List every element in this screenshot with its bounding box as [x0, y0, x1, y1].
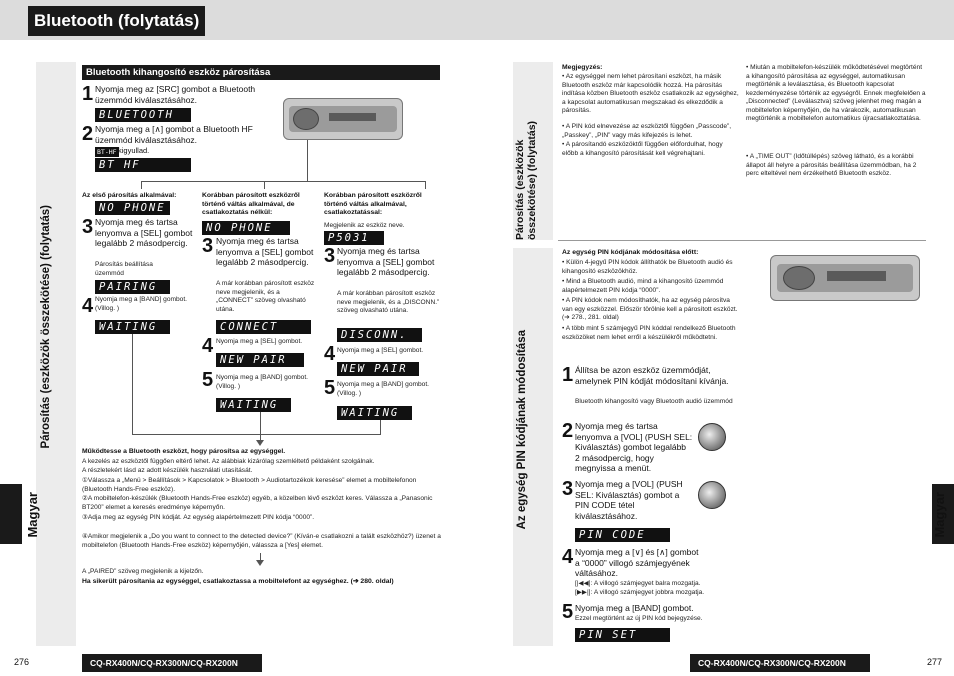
- right-tab-label: Magyar: [932, 492, 947, 538]
- col-1-step-3-text: Nyomja meg és tartsa lenyomva a [SEL] gombot legalább 2 másodpercig.: [95, 217, 193, 248]
- note-3: • A párosítandó eszközöktől függően előfordulhat, hogy előbb a kihangosító párosítását kell végrehajtani.: [562, 141, 723, 157]
- paired-note: A „PAIRED” szöveg megjelenik a kijelzőn.: [82, 568, 204, 575]
- pin-step-4-text: Nyomja meg a [∨] és [∧] gombot a “0000” villogó számjegyének váltásához.: [575, 547, 699, 578]
- section-heading: Bluetooth kihangosító eszköz párosítása: [82, 65, 440, 80]
- col-3-step-3-text: Nyomja meg és tartsa lenyomva a [SEL] gombot legalább 2 másodpercig.: [337, 246, 435, 277]
- col-1-heading: Az első párosítás alkalmával:: [82, 192, 177, 199]
- car-stereo-image: [283, 98, 403, 140]
- col-3-step-4-number: 4: [324, 343, 336, 365]
- left-page-number: 276: [14, 657, 30, 667]
- col-3-step-5-number: 5: [324, 377, 336, 399]
- bt-hf-badge: BT-HF: [97, 148, 117, 156]
- left-dark-tab: [0, 484, 22, 544]
- car-stereo-image: [770, 255, 920, 301]
- ops-paragraph-2: A részletekért lásd az adott készülék használati utasítását.: [82, 467, 253, 474]
- step-1-number: 1: [82, 83, 94, 105]
- ops-paragraph-1: A kezelés az eszköztől függően eltérő lehet. Az alábbiak kizárólag szemléltető példaként szolgálnak.: [82, 458, 375, 465]
- lcd-disconn: DISCONN.: [337, 328, 422, 342]
- col-2-step-5-number: 5: [202, 369, 214, 391]
- lcd-waiting-2: WAITING: [216, 398, 291, 412]
- pin-heading: Az egység PIN kódjának módosítása előtt:: [562, 249, 699, 256]
- lcd-waiting-3: WAITING: [337, 406, 412, 420]
- pin-step-4-note-2: [▶▶|]: A villogó számjegyet jobbra mozgatja.: [575, 589, 705, 596]
- right-side-title-bottom: Az egység PIN kódjának módosítása: [516, 330, 528, 530]
- success-text: Ha sikerült párosítania az egységgel, csatlakoztassa a mobiltelefont az egységhez. (➔ 280. oldal): [82, 578, 394, 585]
- arrow-down-icon: [256, 560, 264, 566]
- col-2-step-3-text: Nyomja meg és tartsa lenyomva a [SEL] gombot legalább 2 másodpercig.: [216, 236, 314, 267]
- lcd-waiting-1: WAITING: [95, 320, 170, 334]
- lcd-new-pair-1: NEW PAIR: [216, 353, 304, 367]
- connector-line: [260, 412, 261, 434]
- connector-line: [264, 181, 265, 189]
- connector-line: [380, 420, 381, 434]
- col-3-heading: Korábban párosított eszközről történő váltás alkalmával, csatlakoztatással:: [324, 192, 422, 216]
- right-side-title-top: Párosítás (eszközök összekötése) (folytatás): [514, 120, 538, 240]
- step-2-number: 2: [82, 123, 94, 145]
- col-1-step-3-number: 3: [82, 216, 94, 238]
- right-model-label: CQ-RX400N/CQ-RX300N/CQ-RX200N: [690, 654, 870, 672]
- col-2-step-3-note: A már korábban párosított eszköz neve megjelenik, és a „CONNECT” szöveg olvasható utána.: [216, 280, 315, 313]
- note-4: • Miután a mobiltelefon-készülék működtetésével megtörtént a kihangosító párosítása az egységgel, automatikusan megtörténik a leválasztása, és Bluetooth kapcsolat kezdeményezése történik az egységről. Ennek megfelelően a „Disconnected” (Leválasztva) szöveg jelenhet meg magán a mobiltelefon képernyőjén, de ha várakozik, automatikusan megtörténik a mobiltelefon automatikus újracsatlakoztatása.: [746, 64, 926, 122]
- pin-step-3-text: Nyomja meg a [VOL] (PUSH SEL: Kiválasztás) gombot a PIN CODE tétel kiválasztásához.: [575, 479, 683, 521]
- lcd-no-phone-1: NO PHONE: [95, 201, 170, 215]
- pin-step-1-note: Bluetooth kihangosító vagy Bluetooth audió üzemmód: [575, 398, 733, 405]
- connector-line: [307, 140, 308, 182]
- col-3-step-3-number: 3: [324, 245, 336, 267]
- col-3-step-3-note: A már korábban párosított eszköz neve megjelenik, és a „DISCONN.” szöveg olvasható utána.: [337, 290, 440, 314]
- left-side-title: Párosítás (eszközök összekötése) (folytatás): [40, 205, 52, 449]
- lcd-bluetooth: BLUETOOTH: [95, 108, 191, 122]
- pin-note-1: • Külön 4-jegyű PIN kódok állíthatók be Bluetooth audió és kihangosító eszközökhöz.: [562, 259, 733, 275]
- note-5: • A „TIME OUT” (Időtúllépés) szöveg látható, és a korábbi állapot áll helyre a párosítás beállítása üzemmódban, ha 2 perc elteltével nem érzékelhető Bluetooth eszköz.: [746, 153, 917, 177]
- pin-step-4-note-1: [|◀◀]: A villogó számjegyet balra mozgatja.: [575, 580, 701, 587]
- left-tab-label: Magyar: [25, 492, 40, 538]
- pin-step-2-text: Nyomja meg és tartsa lenyomva a [VOL] (PUSH SEL: Kiválasztás) gombot legalább 2 másodpercig, hogy megnyissa a menüt.: [575, 421, 693, 473]
- col-2-heading: Korábban párosított eszközről történő váltás alkalmával, de csatlakoztatás nélkül:: [202, 192, 300, 216]
- connector-line: [132, 334, 133, 434]
- pin-step-1-text: Állítsa be azon eszköz üzemmódját, amelynek PIN kódját módosítani kívánja.: [575, 365, 729, 386]
- lcd-pin-code: PIN CODE: [575, 528, 670, 542]
- step-1-text: Nyomja meg az [SRC] gombot a Bluetooth üzemmód kiválasztásához.: [95, 84, 256, 105]
- vol-knob-icon: [698, 423, 726, 451]
- note-2: • A PIN kód elnevezése az eszköztől függően „Passcode”, „Passkey”, „PIN” vagy más kifejezés is lehet.: [562, 123, 732, 139]
- ops-step-2: ②A mobiltelefon-készülék (Bluetooth Hands-Free eszköz) egyéb, a közelben lévő eszközt keres. Válassza a „Panasonic BT200” elemet a keresés eredménye képernyőn.: [82, 495, 433, 511]
- pin-step-5-number: 5: [562, 601, 574, 623]
- pin-step-5-text: Nyomja meg a [BAND] gombot.: [575, 603, 694, 613]
- page-title: Bluetooth (folytatás): [28, 6, 205, 36]
- col-1-step-4-text: Nyomja meg a [BAND] gombot. (Villog. ): [95, 296, 187, 312]
- arrow-down-icon: [256, 440, 264, 446]
- lcd-bt-hf: BT HF: [95, 158, 191, 172]
- right-page-number: 277: [927, 657, 943, 667]
- connector-line: [132, 434, 381, 435]
- pin-step-2-number: 2: [562, 420, 574, 442]
- left-model-label: CQ-RX400N/CQ-RX300N/CQ-RX200N: [82, 654, 262, 672]
- connector-line: [141, 181, 426, 182]
- col-2-step-4-number: 4: [202, 335, 214, 357]
- pin-note-2: • Mind a Bluetooth audió, mind a kihangosító üzemmód alapértelmezett PIN kódja “0000”.: [562, 278, 724, 294]
- col-1-step-4-number: 4: [82, 295, 94, 317]
- lcd-pairing: PAIRING: [95, 280, 170, 294]
- connector-line: [425, 181, 426, 189]
- notes-heading: Megjegyzés:: [562, 64, 603, 71]
- col-2-step-3-number: 3: [202, 235, 214, 257]
- pin-step-3-number: 3: [562, 478, 574, 500]
- pin-note-4: • A több mint 5 számjegyű PIN kóddal rendelkező Bluetooth eszközöket nem lehet erről a készülékről működtetni.: [562, 325, 736, 341]
- col-3-sub: Megjelenik az eszköz neve.: [324, 222, 405, 229]
- section-divider: [558, 240, 926, 241]
- ops-step-4: ④Amikor megjelenik a „Do you want to connect to the detected device?” (Kíván-e csatlakozni a talált eszközhöz?) üzenet a mobiltelefon (Bluetooth Hands-Free eszköz) képernyőjén, válassza a [Yes] elemet.: [82, 533, 441, 549]
- col-2-step-4-text: Nyomja meg a [SEL] gombot.: [216, 338, 303, 345]
- col-1-step-3-note: Párosítás beállítása üzemmód: [95, 261, 153, 277]
- col-3-step-5-text: Nyomja meg a [BAND] gombot. (Villog. ): [337, 381, 429, 397]
- ops-heading: Működtesse a Bluetooth eszközt, hogy párosítsa az egységgel.: [82, 448, 286, 455]
- pin-step-4-number: 4: [562, 546, 574, 568]
- connector-line: [141, 181, 142, 189]
- lcd-no-phone-2: NO PHONE: [202, 221, 290, 235]
- col-3-step-4-text: Nyomja meg a [SEL] gombot.: [337, 347, 424, 354]
- ops-step-3: ③Adja meg az egység PIN kódját. Az egység alapértelmezett PIN kódja “0000”.: [82, 514, 315, 521]
- pin-note-3: • A PIN kódok nem módosíthatók, ha az egység párosítva van egy eszközzel. Először törölnie kell a párosított eszközt. (➔ 278., 281. oldal): [562, 297, 738, 321]
- pin-step-1-number: 1: [562, 364, 574, 386]
- step-2-text: Nyomja meg a [∧] gombot a Bluetooth HF üzemmód kiválasztásához.: [95, 124, 253, 145]
- lcd-new-pair-2: NEW PAIR: [337, 362, 419, 376]
- note-1: • Az egységgel nem lehet párosítani eszközt, ha másik Bluetooth eszköz már kapcsolódik hozzá. Ha párosítás indítása közben Bluetooth eszköz csatlakozik az egységhez, a kapcsolat automatikusan megszakad és elkezdődik a párosítás.: [562, 73, 739, 114]
- col-2-step-5-text: Nyomja meg a [BAND] gombot. (Villog. ): [216, 374, 308, 390]
- step-2-suffix: kigyullad.: [118, 146, 150, 155]
- pin-step-5-note: Ezzel megtörtént az új PIN kód bejegyzése.: [575, 615, 703, 622]
- ops-step-1: ①Válassza a „Menü > Beállítások > Kapcsolatok > Bluetooth > Audiotartozékok keresése” elemet a mobiltelefonon (Bluetooth Hands-Free eszköz).: [82, 477, 417, 493]
- lcd-pin-set: PIN SET: [575, 628, 670, 642]
- lcd-connect: CONNECT: [216, 320, 311, 334]
- lcd-p5031: P5031: [324, 231, 384, 245]
- vol-knob-icon: [698, 481, 726, 509]
